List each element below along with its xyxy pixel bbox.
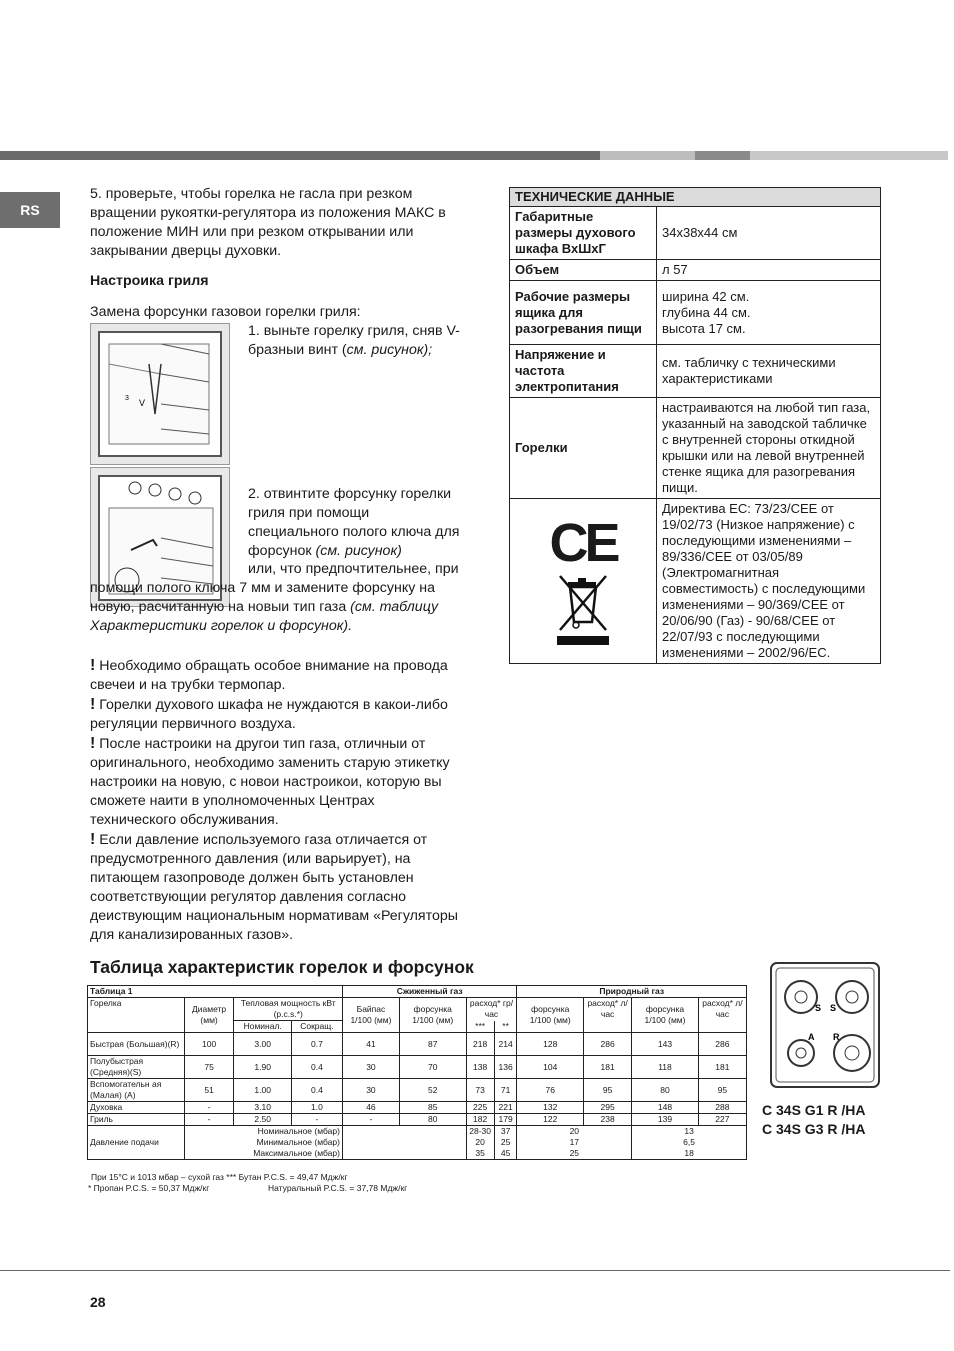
pressure-ng-2 [632,1126,747,1160]
burner-value: 95 [698,1079,746,1102]
burner-value: 128 [517,1033,584,1056]
pressure-names [184,1126,342,1160]
dims-height: высота 17 см. [662,320,746,336]
language-tab: RS [0,192,60,228]
burner-value: 3.10 [234,1102,291,1114]
hob-label-r: R [833,1032,840,1042]
tech-key: Напряжение и частота электропитания [510,345,657,398]
h-flow-ng-2: расход* л/час [698,998,746,1033]
h-power: Тепловая мощность кВт (p.c.s.*) [234,998,342,1021]
burner-value: 132 [517,1102,584,1114]
pressure-value: 45 [500,1148,511,1158]
burner-value: 148 [632,1102,699,1114]
step1-main: 1. выньте горелку гриля, сняв V-бразныи винт ( [248,323,460,358]
burner-value: 286 [698,1033,746,1056]
burner-value: 80 [632,1079,699,1102]
step2-text-cont [90,560,462,636]
pressure-value: 25 [500,1137,511,1147]
burner-name: Духовка [88,1102,185,1114]
burner-value: 295 [584,1102,632,1114]
h-nozzle-ng-2: форсунка 1/100 (мм) [632,998,699,1033]
header-bar-dark [0,151,600,160]
burner-value: 1.0 [291,1102,342,1114]
pressure-lpg-3star [466,1126,494,1160]
burner-value: 2.50 [234,1114,291,1126]
burner-value: 85 [399,1102,466,1114]
pressure-value: 35 [475,1148,485,1158]
model-1: C 34S G1 R /HA [762,1102,866,1118]
burner-value: - [291,1114,342,1126]
burner-value: 214 [494,1033,517,1056]
burner-value: 104 [517,1056,584,1079]
note-text: Необходимо обращать особое внимание на провода свечеи и на трубки термопар. [90,658,448,693]
burner-value: 71 [494,1079,517,1102]
burner-value: 122 [517,1114,584,1126]
note-text: После настроики на другои тип газа, отличныи от оригинального, необходимо заменить старую этикетку настроики на новую, с новои настроикои, которую вы сможете наити в уполномоченных Центрах технического обслуживания. [90,736,450,828]
burner-value: 1.00 [234,1079,291,1102]
svg-text:V: V [139,398,146,408]
burner-value: 179 [494,1114,517,1126]
burner-name: Полубыстрая (Средняя)(S) [88,1056,185,1079]
burner-value: 95 [584,1079,632,1102]
pressure-value: 37 [500,1126,511,1136]
model-2: C 34S G3 R /HA [762,1121,866,1137]
h-nom: Номинал. [234,1021,291,1033]
burner-table-title: Таблица характеристик горелок и форсунок [90,957,474,977]
pressure-ng-1 [517,1126,632,1160]
pressure-value: 20 [475,1137,485,1147]
burner-value: 181 [698,1056,746,1079]
footnote-2b: Натуральный P.C.S. = 37,78 Мдж/кг [268,1183,408,1193]
step2-italic: (см. рисунок) [315,543,402,559]
burner-name: Вспомогательн ая (Малая) (А) [88,1079,185,1102]
burner-value: 52 [399,1079,466,1102]
table-row [88,1056,747,1079]
footer-rule [0,1270,950,1271]
h-nozzle-ng-1: форсунка 1/100 (мм) [517,998,584,1033]
tech-key: Горелки [510,398,657,499]
burner-value: 30 [342,1079,399,1102]
burner-value: 218 [466,1033,494,1056]
note-bang: ! [90,657,96,674]
svg-text:3: 3 [125,395,129,402]
h-3star: *** [466,1021,494,1033]
h-2star: ** [494,1021,517,1033]
burner-value: 100 [184,1033,234,1056]
burner-value: 75 [184,1056,234,1079]
burner-value: 225 [466,1102,494,1114]
step1-text [248,322,460,360]
burner-name: Гриль [88,1114,185,1126]
pressure-value: 17 [569,1137,580,1147]
burner-value: 143 [632,1033,699,1056]
step1-italic: см. рисунок); [346,342,433,358]
hob-label-a: A [808,1032,815,1042]
note-bang: ! [90,831,96,848]
burner-value: 3.00 [234,1033,291,1056]
tech-value [657,281,881,345]
footnote-1: При 15°C и 1013 мбар – сухой газ *** Бутан P.C.S. = 49,47 Мдж/кг [91,1172,348,1182]
page-number: 28 [90,1294,106,1310]
h-bypass: Байпас 1/100 (мм) [342,998,399,1033]
step2-part-b: или, что предпочтительнее, при помощи полого ключа 7 мм и замените форсунку на новую, расчитанную на новыи тип газа [90,561,459,615]
burner-value: 118 [632,1056,699,1079]
h-red: Сокращ. [291,1021,342,1033]
pressure-value: 28-30 [469,1126,491,1136]
burner-value: 76 [517,1079,584,1102]
dims-depth: глубина 44 см. [662,304,751,320]
hob-label-s2: S [830,1003,837,1013]
h-nozzle-lpg: форсунка 1/100 (мм) [399,998,466,1033]
burner-value: 139 [632,1114,699,1126]
burner-value: 0.4 [291,1056,342,1079]
pressure-max-label: Максимальное (мбар) [253,1148,340,1158]
burner-value: 70 [399,1056,466,1079]
tech-data-header: ТЕХНИЧЕСКИЕ ДАННЫЕ [510,188,881,207]
pressure-value: 18 [684,1148,694,1158]
burner-value: 73 [466,1079,494,1102]
tech-value: л 57 [657,260,881,281]
step2-italic-2: (см. таблицу Характеристики горелок и форсунок). [90,599,439,634]
note-bang: ! [90,696,96,713]
burner-value: 46 [342,1102,399,1114]
burner-value: 41 [342,1033,399,1056]
group-ng: Природный газ [517,986,747,998]
note-text: Горелки духового шкафа не нуждаются в какои-либо регуляции первичного воздуха. [90,697,448,732]
burner-value: 136 [494,1056,517,1079]
burner-value: 51 [184,1079,234,1102]
grill-heading: Настроика гриля [90,273,209,289]
burner-value: 182 [466,1114,494,1126]
group-lpg: Сжиженный газ [342,986,517,998]
burner-value: 227 [698,1114,746,1126]
grill-burner-figure [90,323,230,465]
step2-part-a: 2. отвинтите форсунку горелки гриля при помощи специального полого ключа для форсунок [248,486,460,559]
tech-value: настраиваются на любой тип газа, указанный на заводской табличке с внутренней стороны откидной крышки или на левой внутренней стенке ящика для разогревания пищи. [657,398,881,499]
note-item [90,734,464,830]
burner-value: 288 [698,1102,746,1114]
tech-key: Рабочие размеры ящика для разогревания пищи [510,281,657,345]
h-diam: Диаметр (мм) [184,998,234,1033]
note-item [90,830,464,945]
step5-text: 5. проверьте, чтобы горелка не гасла при резком вращении рукоятки-регулятора из положения МАКС в положение МИН или при резком открывании или закрывании дверцы духовки. [90,186,446,259]
pressure-blank [342,1126,466,1160]
pressure-label: Давление подачи [88,1126,185,1160]
burner-value: 238 [584,1114,632,1126]
burner-value: 286 [584,1033,632,1056]
pressure-value: 6,5 [683,1137,695,1147]
dims-width: ширина 42 см. [662,288,750,304]
tech-value: 34x38x44 см [657,207,881,260]
header-bar-mid [695,151,750,160]
note-bang: ! [90,735,96,752]
grill-burner-drawing [91,324,229,464]
tech-value: см. табличку с техническими характеристиками [657,345,881,398]
note-item [90,656,464,695]
burner-value: - [184,1114,234,1126]
hob-label-s1: S [815,1003,822,1013]
pressure-value: 13 [684,1126,694,1136]
burner-value: - [342,1114,399,1126]
grill-intro: Замена форсунки газовои горелки гриля: [90,304,361,320]
hob-diagram [770,962,880,1088]
burner-value: 1.90 [234,1056,291,1079]
burner-value: 138 [466,1056,494,1079]
pressure-value: 25 [569,1148,580,1158]
eu-directive: Директива ЕС: 73/23/CEE от 19/02/73 (Низкое напряжение) с последующими изменениями – 89/336/CEE от 03/05/89 (Электромагнитная совместимость) с последующими изменениями – 90/369/CEE от 20/06/90 (Газ) - 90/68/CEE от 22/07/93 с последующими изменениями – 2002/96/EC. [657,499,881,664]
header-bar-light [600,151,695,160]
tech-key: Габаритные размеры духового шкафа ВхШхГ [510,207,657,260]
hob-layout-drawing [770,962,880,1088]
h-flow-ng-1: расход* л/час [584,998,632,1033]
footnote-2a: * Пропан P.C.S. = 50,37 Мдж/кг [88,1183,210,1193]
pressure-value: 20 [569,1126,580,1136]
table-row [88,1102,747,1114]
burner-table [87,985,747,1160]
burner-value: 221 [494,1102,517,1114]
table-label: Таблица 1 [88,986,343,998]
table-row [88,1079,747,1102]
tech-key: Объем [510,260,657,281]
step2-text-top [248,485,460,561]
notes-list [90,656,464,945]
table-row [88,1033,747,1056]
burner-value: 30 [342,1056,399,1079]
h-flow-lpg: расход* гр/час [466,998,517,1021]
pressure-lpg-2star [494,1126,517,1160]
header-bar-light-2 [750,151,948,160]
pressure-nom-label: Номинальное (мбар) [257,1126,340,1136]
h-burner: Горелка [88,998,185,1033]
burner-value: 0.4 [291,1079,342,1102]
pressure-min-label: Минимальное (мбар) [256,1137,340,1147]
table-row [88,1114,747,1126]
tech-data-table [509,187,881,664]
note-item [90,695,464,734]
burner-value: - [184,1102,234,1114]
burner-value: 80 [399,1114,466,1126]
burner-value: 0.7 [291,1033,342,1056]
note-text: Если давление используемого газа отличается от предусмотренного давления (или варьирует), на питающем газопроводе должен быть установлен соответствующии регулятор давления согласно деиствующим национальным нормативам «Регуляторы для канализированных газов». [90,832,458,943]
weee-bin-icon [556,574,610,646]
burner-value: 87 [399,1033,466,1056]
burner-name: Быстрая (Большая)(R) [88,1033,185,1056]
ce-weee-marks [510,499,657,664]
ce-mark: CE [549,513,617,573]
burner-value: 181 [584,1056,632,1079]
